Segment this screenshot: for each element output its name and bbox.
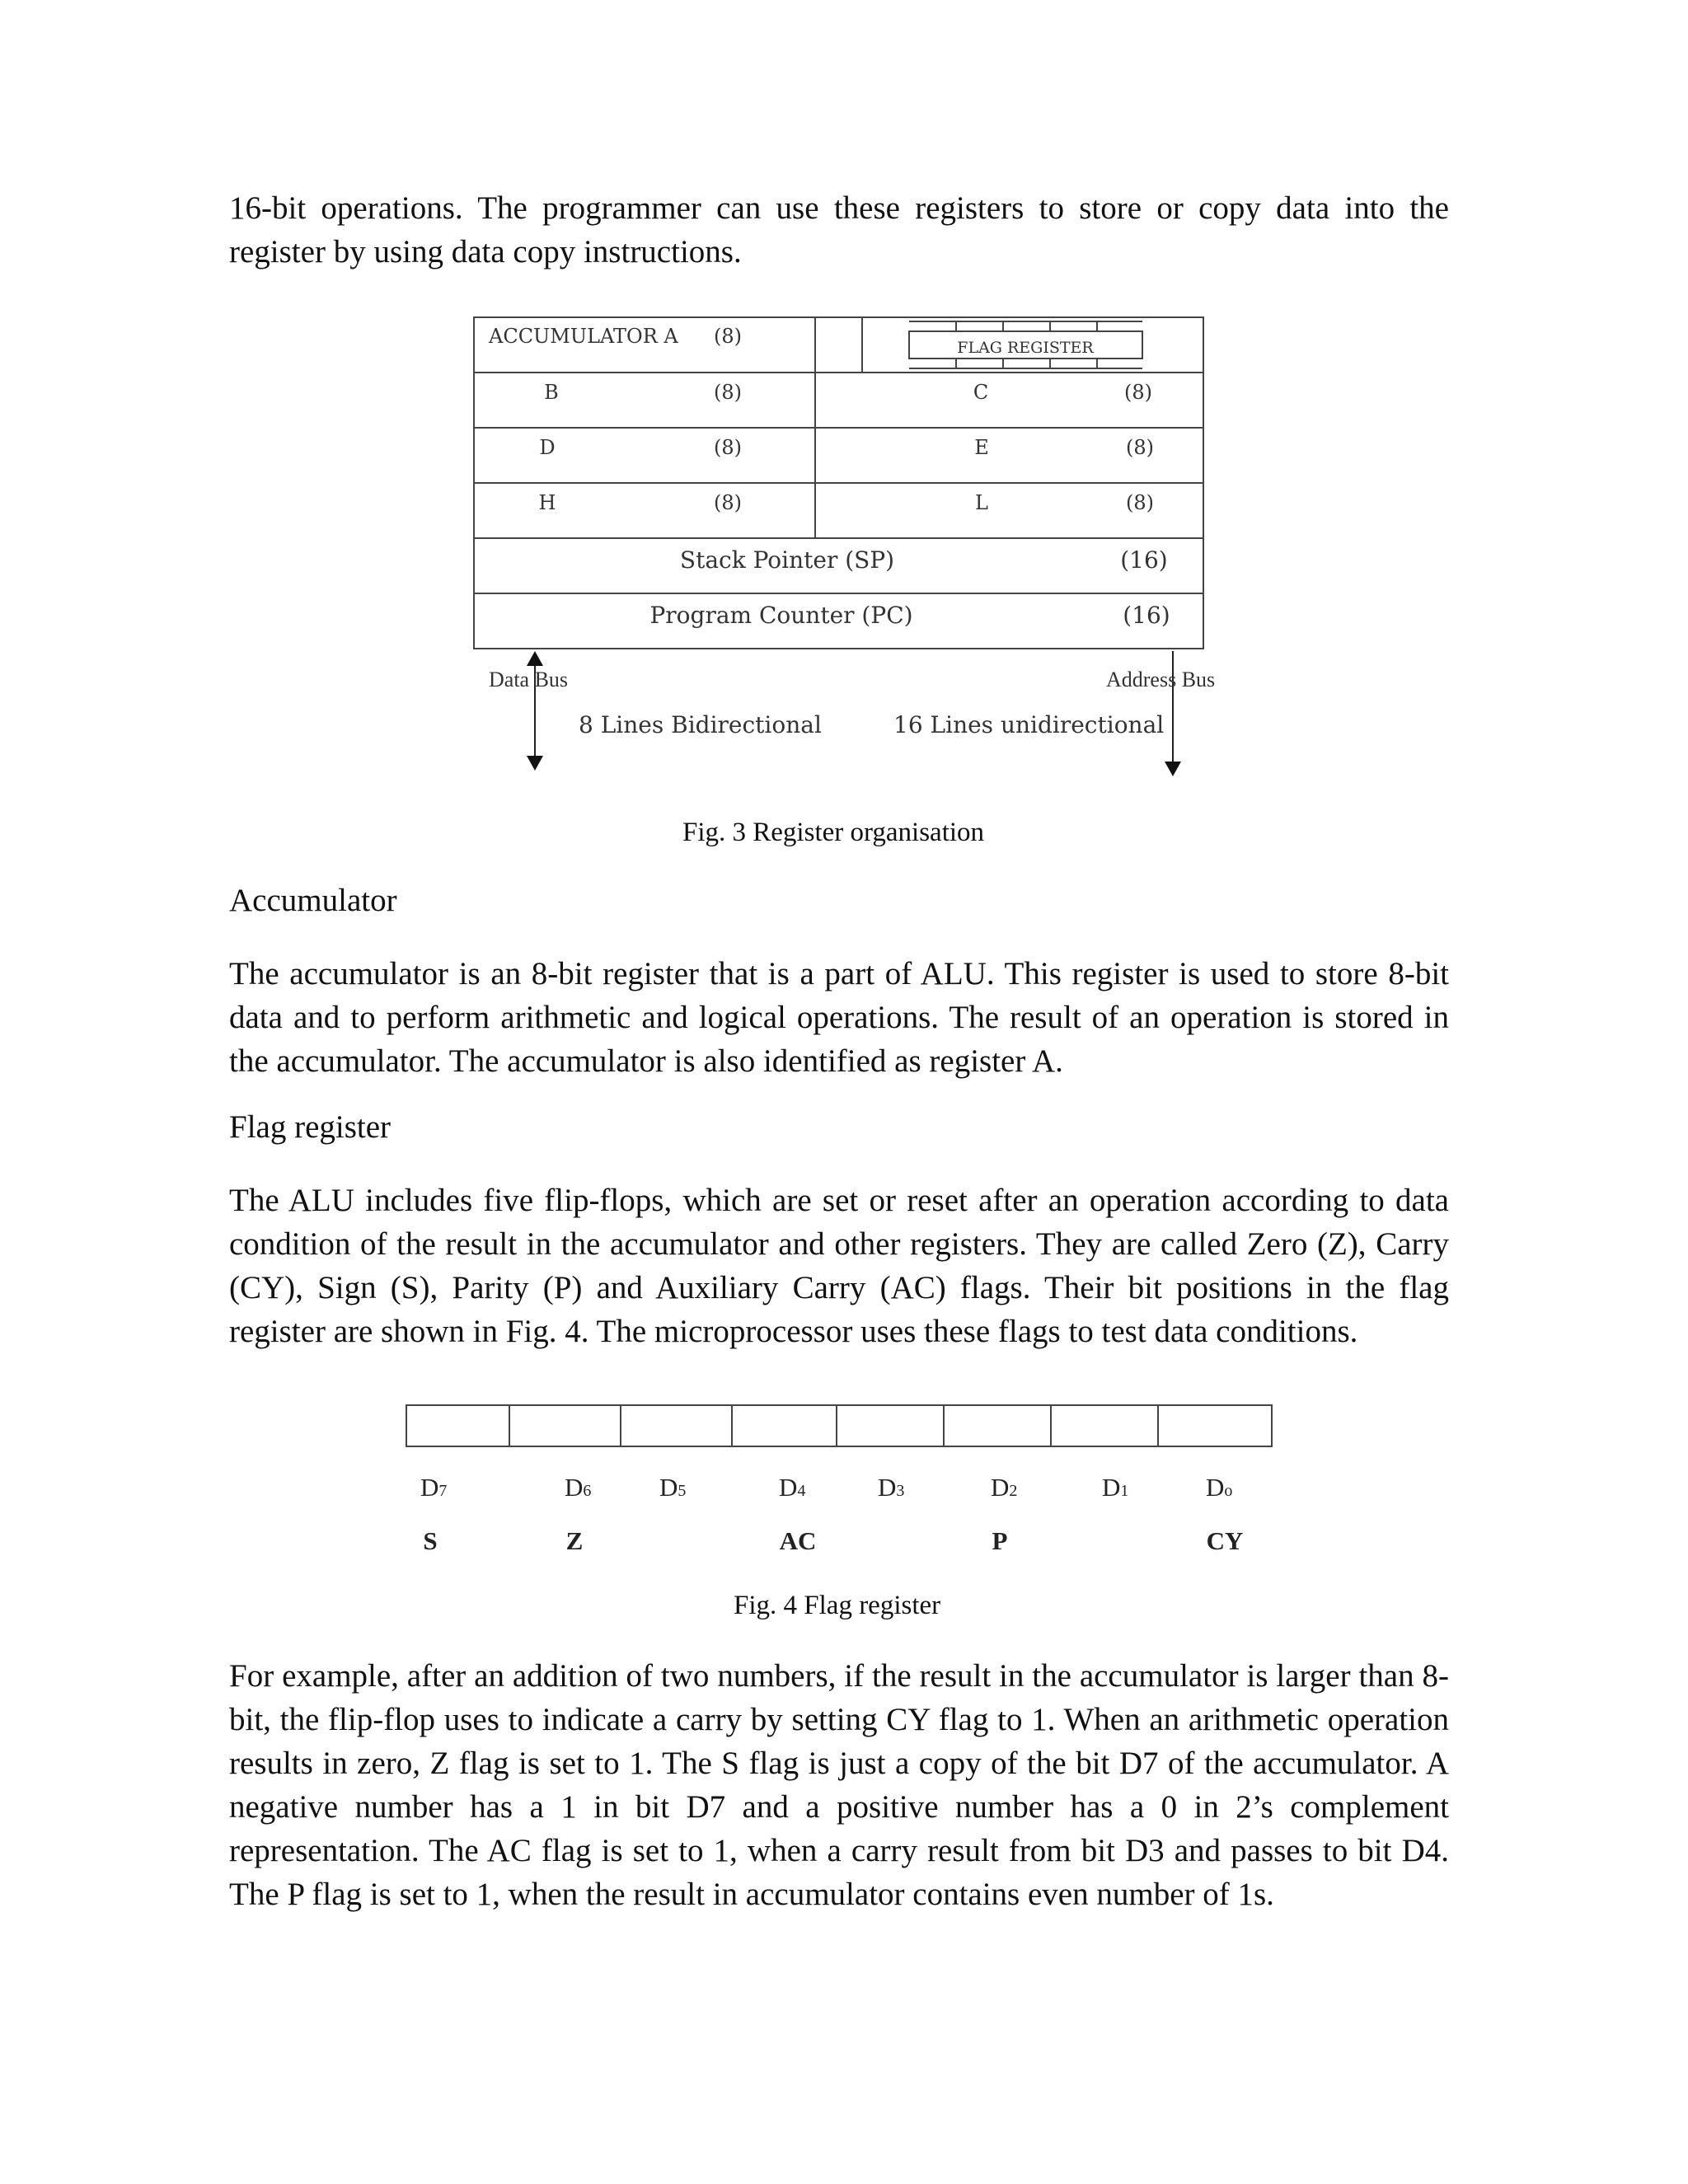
flag-register-paragraph: The ALU includes five flip-flops, which are set or reset after an operation according to data condition of the result in the accumulator and other registers. They are called Zero (Z), Carry (CY), Sign (S), Parity (P) and Auxiliary Carry (AC) flags. Their bit positions in the flag register are shown in Fig. 4. The microprocessor uses these flags to test data conditions. <box>229 1183 1449 1349</box>
flag-cy: CY <box>1206 1526 1244 1555</box>
fig4-caption: Fig. 4 Flag register <box>734 1591 941 1620</box>
register-c-size: (8) <box>1124 381 1152 404</box>
bit-d0-label: Do <box>1206 1473 1233 1502</box>
register-b-size: (8) <box>714 381 742 404</box>
program-counter-size: (16) <box>1123 602 1170 629</box>
data-bus-lines: 8 Lines Bidirectional <box>579 711 822 738</box>
accumulator-paragraph: The accumulator is an 8-bit register that is a part of ALU. This register is used to store 8-bit data and to perform arithmetic and logical operations. The result of an operation is stored in the accumulator. The accumulator is also identified as register A. <box>229 956 1449 1079</box>
bit-d6-label: D6 <box>565 1473 592 1502</box>
register-d-size: (8) <box>714 436 742 459</box>
flag-ac: AC <box>779 1526 817 1555</box>
flag-register-heading: Flag register <box>229 1109 392 1145</box>
flag-register-label: FLAG REGISTER <box>957 339 1094 357</box>
register-d: D <box>539 436 556 459</box>
program-counter-label: Program Counter (PC) <box>649 602 913 629</box>
data-bus-label: Data Bus <box>489 668 569 691</box>
register-c: C <box>973 381 989 404</box>
flag-register-diagram <box>0 1385 1688 1566</box>
register-organisation-diagram <box>0 0 1688 824</box>
address-bus-label: Address Bus <box>1106 668 1216 691</box>
accumulator-heading: Accumulator <box>229 883 397 918</box>
stack-pointer-label: Stack Pointer (SP) <box>679 546 895 574</box>
accumulator-label: ACCUMULATOR A <box>489 325 678 348</box>
bit-d2-label: D2 <box>991 1473 1018 1502</box>
register-l-size: (8) <box>1126 491 1154 514</box>
flag-s: S <box>423 1526 438 1555</box>
register-l: L <box>975 491 988 514</box>
register-b: B <box>544 381 559 404</box>
flag-bit-cells <box>406 1405 1272 1446</box>
bit-d3-label: D3 <box>878 1473 905 1502</box>
register-h-size: (8) <box>714 491 742 514</box>
fig3-caption: Fig. 3 Register organisation <box>682 818 985 847</box>
flag-z: Z <box>565 1526 584 1555</box>
bit-d4-label: D4 <box>779 1473 806 1502</box>
intro-paragraph: 16-bit operations. The programmer can use these registers to store or copy data into the register by using data copy instructions. <box>229 190 1449 269</box>
example-paragraph: For example, after an addition of two numbers, if the result in the accumulator is larger than 8-bit, the flip-flop uses to indicate a carry by setting CY flag to 1. When an arithmetic operation results in zero, Z flag is set to 1. The S flag is just a copy of the bit D7 of the accumulator. A negative number has a 1 in bit D7 and a positive number has a 0 in 2’s complement representation. The AC flag is set to 1, when a carry result from bit D3 and passes to bit D4. The P flag is set to 1, when the result in accumulator contains even number of 1s. <box>229 1658 1449 1912</box>
flag-p: P <box>992 1526 1008 1555</box>
address-bus-lines: 16 Lines unidirectional <box>893 711 1165 738</box>
register-e: E <box>974 436 989 459</box>
bit-d7-label: D7 <box>420 1473 448 1502</box>
bit-d1-label: D1 <box>1102 1473 1129 1502</box>
accumulator-size: (8) <box>714 325 742 348</box>
register-e-size: (8) <box>1126 436 1154 459</box>
bit-d5-label: D5 <box>659 1473 687 1502</box>
stack-pointer-size: (16) <box>1120 546 1168 574</box>
register-h: H <box>538 491 556 514</box>
